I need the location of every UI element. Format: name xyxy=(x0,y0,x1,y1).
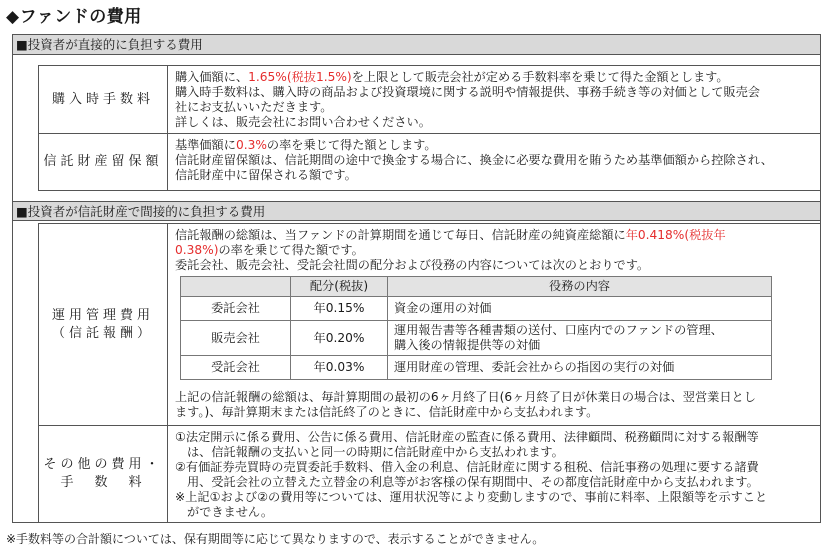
service-cell xyxy=(388,321,772,356)
text: 信託報酬の総額は、当ファンドの計算期間を通じて毎日、信託財産の純資産総額に xyxy=(175,228,626,242)
service-line: 購入後の情報提供等の対価 xyxy=(394,338,541,352)
table-row xyxy=(181,356,772,380)
rate-cell: 年0.20% xyxy=(291,321,388,356)
text: 基準価額に xyxy=(175,138,236,152)
other-costs-line-2: は、信託報酬の支払いと同一の時期に信託財産中から支払われます。 xyxy=(187,445,564,459)
management-fee-line-1 xyxy=(175,228,814,243)
other-costs-line-6: ができません。 xyxy=(187,505,274,519)
management-fee-label-1: 運用管理費用 xyxy=(51,307,154,323)
retention-content xyxy=(169,134,820,185)
table-header-row xyxy=(181,277,772,297)
retention-line-2: 信託財産留保額は、信託期間の途中で換金する場合に、換金に必要な費用を賄うため基準価額から控除され、 xyxy=(175,153,773,167)
other-costs-line-5: ※上記①および②の費用等については、運用状況等により変動しますので、事前に料率、上限額等を示すこと xyxy=(175,490,768,504)
party-cell: 委託会社 xyxy=(181,297,291,321)
purchase-fee-line-1 xyxy=(175,70,814,85)
management-fee-rate: 年0.418%(税抜年 xyxy=(625,228,726,242)
management-fee-line-3: 委託会社、販売会社、受託会社間の配分および役務の内容については次のとおりです。 xyxy=(175,258,650,272)
purchase-fee-line-3: 社にお支払いいただきます。 xyxy=(175,100,333,114)
service-line: 運用報告書等各種書類の送付、口座内でのファンドの管理、 xyxy=(394,323,723,337)
management-fee-content xyxy=(169,224,820,275)
table-header-cell xyxy=(181,277,291,297)
management-fee-label-2: （信託報酬） xyxy=(51,325,154,341)
service-cell: 運用財産の管理、委託会社からの指図の実行の対価 xyxy=(388,356,772,380)
management-fee-footnote-2: ます。)、毎計算期末または信託終了のときに、信託財産中から支払われます。 xyxy=(175,405,599,419)
management-fee-row xyxy=(38,223,820,426)
management-fee-line-2 xyxy=(175,243,814,258)
party-cell: 販売会社 xyxy=(181,321,291,356)
text: の率を乗じて得た額です。 xyxy=(218,243,364,257)
other-costs-label xyxy=(38,426,168,522)
retention-rate: 0.3% xyxy=(235,138,267,152)
other-costs-content xyxy=(169,426,820,522)
text: の率を乗じて得た額とします。 xyxy=(266,138,437,152)
retention-line-3: 信託財産中に留保される額です。 xyxy=(175,168,357,182)
footnote: ※手数料等の合計額については、保有期間等に応じて異なりますので、表示することができません。 xyxy=(6,532,545,546)
rate-cell: 年0.03% xyxy=(291,356,388,380)
purchase-fee-content xyxy=(169,66,820,132)
purchase-fee-line-4: 詳しくは、販売会社にお問い合わせください。 xyxy=(175,115,431,129)
management-fee-footnote xyxy=(175,390,820,420)
fee-table xyxy=(12,34,821,523)
service-cell: 資金の運用の対価 xyxy=(388,297,772,321)
purchase-fee-line-2: 購入時手数料は、購入時の商品および投資環境に関する説明や情報提供、事務手続き等の対価として販売会 xyxy=(175,85,760,99)
purchase-fee-label: 購入時手数料 xyxy=(38,66,168,133)
other-costs-line-4: 用、受託会社の立替えた立替金の利息等がお客様の保有期間中、その都度信託財産中から支払われます。 xyxy=(187,475,759,489)
other-costs-label-2: 手 数 料 xyxy=(60,475,146,490)
text: 購入価額に、 xyxy=(175,70,249,84)
table-header-cell: 配分(税抜) xyxy=(291,277,388,297)
fee-allocation-table xyxy=(180,276,772,380)
rate-cell: 年0.15% xyxy=(291,297,388,321)
other-costs-line-3: ②有価証券売買時の売買委託手数料、借入金の利息、信託財産に関する租税、信託事務の処理に要する諸費 xyxy=(175,460,759,474)
management-fee-rate-cont: 0.38%) xyxy=(175,243,219,257)
purchase-fee-rate: 1.65%(税抜1.5%) xyxy=(248,70,352,84)
table-header-cell: 役務の内容 xyxy=(388,277,772,297)
indirect-costs-heading: ■投資者が信託財産で間接的に負担する費用 xyxy=(13,201,820,221)
management-fee-footnote-1: 上記の信託報酬の総額は、毎計算期間の最初の6ヶ月終了日(6ヶ月終了日が休業日の場合は、翌営業日とし xyxy=(175,390,756,404)
retention-label: 信託財産留保額 xyxy=(38,134,168,190)
other-costs-label-1: その他の費用・ xyxy=(43,457,163,472)
party-cell: 受託会社 xyxy=(181,356,291,380)
retention-row xyxy=(38,134,820,191)
direct-costs-heading: ■投資者が直接的に負担する費用 xyxy=(13,35,820,55)
table-row xyxy=(181,321,772,356)
management-fee-label xyxy=(38,224,168,425)
page-title: ◆ファンドの費用 xyxy=(6,7,142,27)
text: を上限として販売会社が定める手数料率を乗じて得た金額とします。 xyxy=(351,70,729,84)
table-row xyxy=(181,297,772,321)
purchase-fee-row xyxy=(38,65,820,134)
retention-line-1 xyxy=(175,138,814,153)
other-costs-line-1: ①法定開示に係る費用、公告に係る費用、信託財産の監査に係る費用、法律顧問、税務顧問に対する報酬等 xyxy=(175,430,759,444)
other-costs-row xyxy=(38,426,820,522)
